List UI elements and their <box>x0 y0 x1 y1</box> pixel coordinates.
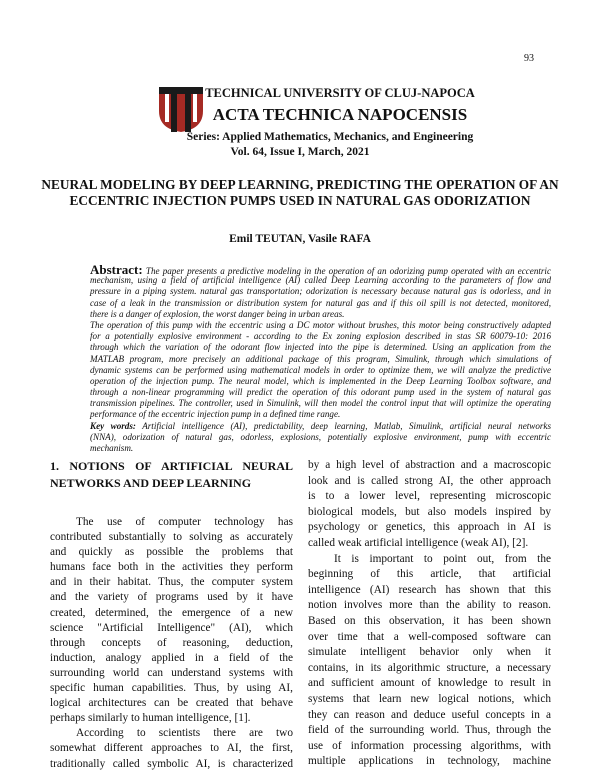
body-line: induction, analogy applied in a field of the <box>50 651 293 664</box>
abstract-text: through a non-linear programming will predict the operation of this odorant pump used in the system of natural gas <box>90 387 551 398</box>
abstract-line <box>90 298 551 309</box>
university-name: TECHNICAL UNIVERSITY OF CLUJ-NAPOCA <box>205 86 475 100</box>
keywords-text: mechanism. <box>90 443 134 453</box>
abstract-line <box>90 286 551 297</box>
body-line: use of information processing algorithms, with <box>308 739 551 752</box>
body-line: The use of computer technology has <box>76 516 293 528</box>
abstract-text: MATLAB program, more precisely an additional package of this program, Simulink, through which simulations of <box>90 353 551 364</box>
body-line: over time that a well-composed software can <box>308 630 551 643</box>
abstract-text: The operation of this pump with the eccentric using a DC motor without brushes, this motor being constructively adapted <box>90 319 551 330</box>
abstract-line <box>90 387 551 398</box>
keywords-label: Key words: <box>90 420 136 431</box>
abstract-line <box>90 309 551 320</box>
body-line: simulate intelligent behavior only when it <box>308 646 551 659</box>
body-line: Based on this observation, it has been shown <box>308 614 551 627</box>
body-line: look and is called strong AI, the other approach <box>308 474 551 487</box>
body-line: they can reason and deduce useful concepts in a <box>308 708 551 721</box>
body-line: somewhat different approaches to AI, the first, <box>50 742 293 755</box>
body-line: specific human capabilities. Thus, by using AI, <box>50 682 293 695</box>
body-line: systems that learn new logical notions, which <box>308 692 551 705</box>
body-line: through concepts of reasoning, deduction, <box>50 636 293 649</box>
abstract-text: case of a leak in the transmission or distribution system for natural gas and if this oil spill is not detected, monitored, <box>90 297 551 308</box>
abstract-text: performance of the eccentric injection pump in a defined time range. <box>90 409 341 420</box>
journal-volume: Vol. 64, Issue I, March, 2021 <box>230 146 370 158</box>
abstract-line <box>90 264 551 275</box>
abstract-text: there is a danger of explosion, the worst danger being in urban areas. <box>90 308 345 319</box>
abstract-line <box>90 275 551 286</box>
abstract-text: pressure in a piping system. natural gas transportation; odorization is necessary because natural gas is odorless, and in <box>90 286 551 297</box>
paper-title: NEURAL MODELING BY DEEP LEARNING, PREDICTING THE OPERATION OF AN ECCENTRIC INJECTION PUMPS USED IN NATURAL GAS ODORIZATION <box>41 177 559 208</box>
body-line: and quickly as possible the problems that <box>50 546 293 559</box>
journal-series: Series: Applied Mathematics, Mechanics, and Engineering <box>186 131 474 143</box>
abstract-line <box>90 331 551 342</box>
abstract-line <box>90 354 551 365</box>
abstract-text: operation of the injection pump. The neural model, which is implemented in the Deep Learning Toolbox software, and <box>90 375 551 386</box>
body-line: biological models, but also models inspired by <box>308 505 551 518</box>
body-line: field of the surrounding world. Thus, through the <box>308 724 551 737</box>
body-line: and sufficient amount of knowledge to result in <box>308 677 551 690</box>
body-line: is to a lower level, representing microscopic <box>308 490 551 503</box>
abstract-line <box>90 342 551 353</box>
section-heading: NETWORKS AND DEEP LEARNING <box>50 476 252 490</box>
section-gap <box>50 492 293 515</box>
right-column <box>308 458 551 770</box>
section-heading: 1. NOTIONS OF ARTIFICIAL NEURAL <box>50 459 293 473</box>
keywords-line <box>90 421 551 432</box>
abstract-line <box>90 365 551 376</box>
page-number: 93 <box>524 53 534 64</box>
body-line: and the variety of programs used by it have <box>50 591 293 604</box>
abstract-line <box>90 320 551 331</box>
body-line: science "Artificial Intelligence" (AI), which <box>50 621 293 634</box>
body-line: surrounding world can understand systems with <box>50 666 293 679</box>
body-line: notion involves more than the ability to reason. <box>308 599 551 612</box>
abstract-label: Abstract: <box>90 262 143 277</box>
body-line: multiple applications in technology, machine <box>308 755 551 768</box>
body-line: called weak artificial intelligence (weak AI), [2]. <box>308 536 529 549</box>
abstract-line <box>90 409 551 420</box>
body-line: logical architectures can be created that behave <box>50 697 293 710</box>
body-line: by a high level of abstraction and a macroscopic <box>308 459 551 471</box>
abstract-text: transmission pipelines. The controller, used in Simulink, will then model the control input that will optimize the operating <box>90 398 551 409</box>
body-line: According to scientists there are two <box>76 727 293 740</box>
abstract-text: for a potentially explosive environment - according to the Ex zoning explosion described in stas SR 60079-10: 2016 <box>90 331 551 342</box>
abstract-text: through which the variation of the odorant flow injected into the pipe is determined. Using an application from the <box>90 342 551 353</box>
keywords-line <box>90 432 551 443</box>
body-line: created, determined, the emergence of a new <box>50 606 293 619</box>
abstract-text: dynamic systems can be performed using mathematical models in order to optimize them, we will analyze the predictive <box>90 364 551 375</box>
body-line: contains, in its algorithmic structure, a necessary <box>308 661 551 674</box>
body-line: humans face both in the activities they perform <box>50 561 293 574</box>
abstract-text: mechanism, using a field of artificial intelligence (AI) called Deep Learning according to the parameters of flow and <box>90 275 551 286</box>
body-line: psychology or genetics, this approach in AI is <box>308 521 551 534</box>
abstract-line <box>90 376 551 387</box>
body-line: and in their habitat. Thus, the computer system <box>50 576 293 589</box>
body-line: intelligence (AI) research has shown that this <box>308 583 551 596</box>
body-line: It is important to point out, from the <box>334 552 551 565</box>
abstract-block <box>90 264 551 454</box>
paper-authors: Emil TEUTAN, Vasile RAFA <box>229 233 371 245</box>
body-line: beginning of this article, that artificial <box>308 568 551 581</box>
body-line: perhaps similarly to human intelligence, [1]. <box>50 712 251 725</box>
abstract-text: The paper presents a predictive modeling in the operation of an odorizing pump operated with an eccentric <box>142 266 551 276</box>
keywords-text: Artificial intelligence (AI), predictability, deep learning, Matlab, Simulink, artificial neural networks <box>135 420 551 431</box>
keywords-text: (NNA), odorization of natural gas, odorless, explosions, potentially explosive environment, pump with eccentric <box>90 431 551 442</box>
abstract-line <box>90 398 551 409</box>
journal-name: ACTA TECHNICA NAPOCENSIS <box>212 105 468 124</box>
body-line: traditionally called symbolic AI, is characterized <box>50 757 293 770</box>
keywords-line <box>90 443 551 454</box>
body-line: contributed substantially to solving as accurately <box>50 531 293 544</box>
left-column <box>50 458 293 772</box>
